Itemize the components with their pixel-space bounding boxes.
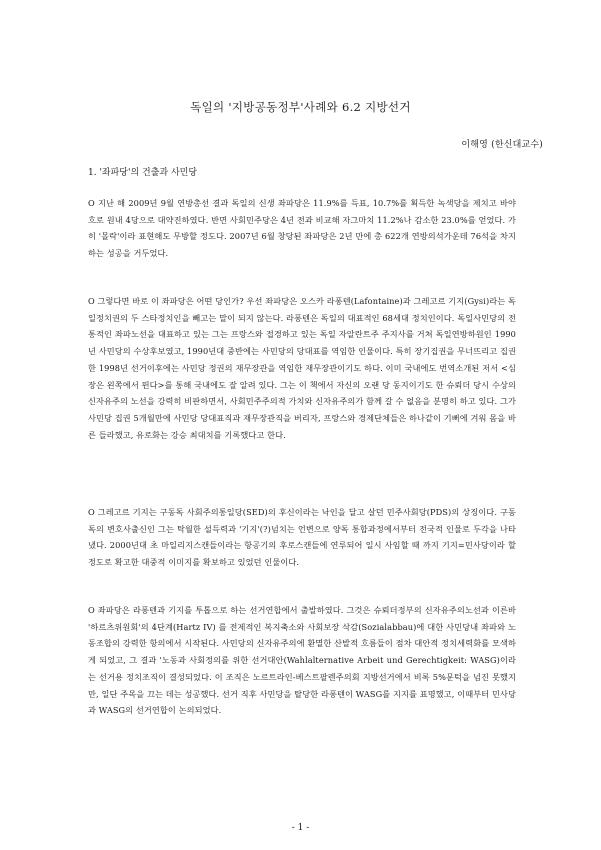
page-number: - 1 - [291, 823, 310, 833]
paragraph-1: O 지난 해 2009년 9월 연방총선 결과 독일의 신생 좌파당은 11.9%를 득표, 10.7%를 획득한 녹색당을 제치고 바야흐로 원내 4당으로 대약진하였다. 반면 사회민주당은 4년 전과 비교해 자그마치 11.2%나 감소한 23.0%를 얻었다. 가히 '몰락'이라 표현해도 무방할 정도다. 2007년 6월 창당된 좌파당은 2년 만에 총 622개 연방의석가운데 76석을 차지하는 성공을 거두었다. [88, 198, 516, 259]
section-heading: 1. '좌파당'의 건출과 사민당 [88, 168, 198, 178]
paragraph-3: O 그레고르 기지는 구동독 사회주의통일당(SED)의 후신이라는 낙인을 달고 살던 민주사회당(PDS)의 상징이다. 구동독의 변호사출신인 그는 탁월한 설득력과 '기지'(?)넘치는 언변으로 양독 통합과정에서부터 전국적 인물로 두각을 나타냈다. 2000년대 초 마일리지스캔들이라는 항공기의 후로스캔들에 연루되어 일시 사임할 때 까지 기지=민사당이라 할 정도로 확고한 대중적 이미지를 확보하고 있었던 인물이다. [88, 507, 516, 568]
author-line: 이해영 (한신대교수) [461, 140, 543, 150]
paragraph-4: O 좌파당은 라퐁텐과 기지를 투톱으로 하는 선거연합에서 출발하였다. 그것은 슈뢰더정부의 신자유주의노선과 이른바 '하르츠위원회'의 4단계(Hartz IV) 를 전제적인 복지축소와 사회보장 삭감(Sozialabbau)에 대한 사민당내 좌파와 노동조합의 강력한 항의에서 시작된다. 사민당의 신자유주의에 환멸한 산발적 흐름들이 점차 대안적 정치세력화를 모색하게 되었고, 그 결과 '노동과 사회정의를 위한 선거대안(Wahlalternative Arbeit und Gerechtigkeit: WASG)이라는 선거용 정치조직이 결성되었다. 이 조직은 노르트라인-베스트팔렌주의회 지방선거에서 비록 5%문턱을 넘진 못했지만, 일단 주목을 끄는 데는 성공했다. 선거 직후 사민당을 탈당한 라퐁텐이 WASG를 지지를 표명했고, 이때부터 민사당과 WASG의 선거연합이 논의되었다. [88, 605, 516, 716]
paragraph-2: O 그렇다면 바로 이 좌파당은 어떤 당인가? 우선 좌파당은 오스카 라퐁텐(Lafontaine)과 그레고르 기지(Gysi)라는 독일정치권의 두 스타정치인을 빼고는 말이 되지 않는다. 라퐁텐은 독일의 대표적인 68세대 정치인이다. 독일사민당의 전통적인 좌파노선을 대표하고 있는 그는 프랑스와 접경하고 있는 독일 자알란트주 주지사를 거쳐 독일연방하원인 1990년 사민당의 수상후보였고, 1990년대 중반에는 사민당의 당대표를 역임한 인물이다. 특히 장기집권을 무너뜨리고 집권한 1998년 선거이후에는 사민당 정권의 재무장관을 역임한 재무장관이기도 하다. 이미 국내에도 번역소개된 저서 <심장은 왼쪽에서 뛴다>를 통해 국내에도 잘 알려 있다. 그는 이 책에서 자신의 오랜 당 동지이기도 한 슈뢰더 당시 수상의 신자유주의 노선을 강력히 비판하면서, 사회민주주의적 가치와 신자유주의가 함께 갈 수 없음을 분명히 하고 있다. 그가 사민당 집권 5개월만에 사민당 당대표직과 재무장관직을 버리자, 프랑스와 경제단체들은 하나같이 기뻐에 겨워 몸을 바른 들라했고, 유로화는 강승 최대치를 기록했다고 한다. [88, 296, 516, 440]
document-title: 독일의 '지방공동정부'사례와 6.2 지방선거 [190, 100, 411, 114]
